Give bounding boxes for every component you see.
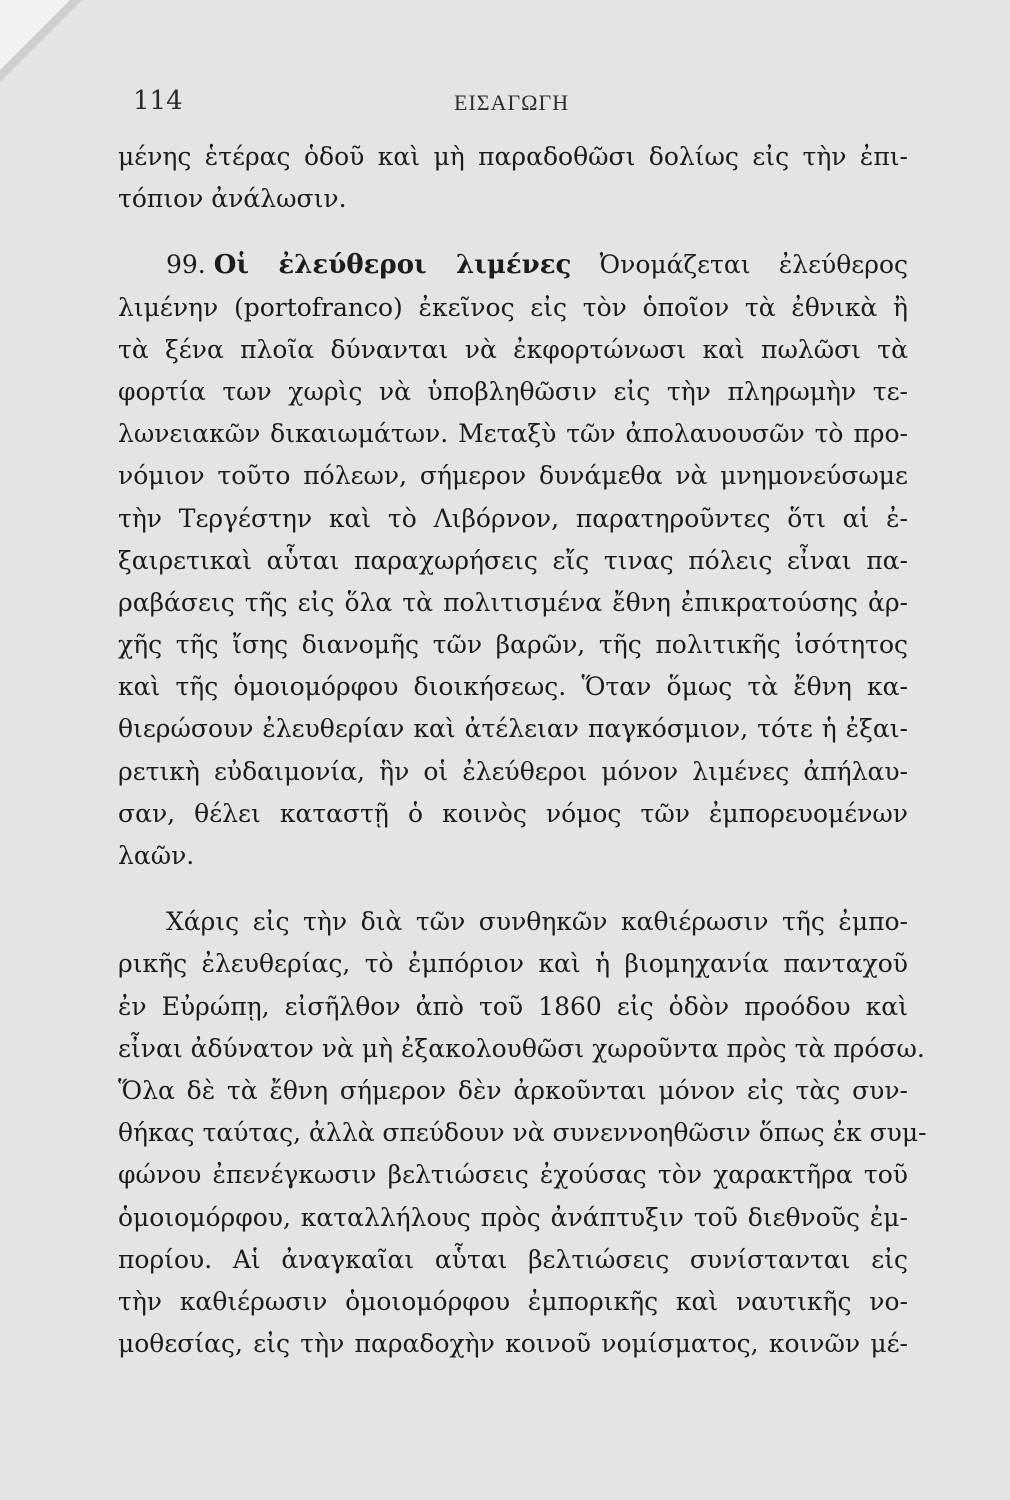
text-line: λαῶν. [118, 841, 195, 870]
text-line: καὶ τῆς ὁμοιομόρφου διοικήσεως. Ὅταν ὅμως τὰ ἔθνη κα- [118, 672, 908, 702]
text-line: θήκας ταύτας, ἀλλὰ σπεύδουν νὰ συνεννοηθῶσιν ὅπως ἐκ συμ- [118, 1118, 927, 1148]
text-line: ραβάσεις τῆς εἰς ὅλα τὰ πολιτισμένα ἔθνη ἐπικρατούσης ἀρ- [118, 587, 908, 617]
text-line: σαν, θέλει καταστῇ ὁ κοινὸς νόμος τῶν ἐμπορευομένων [118, 798, 908, 828]
section-first-line-text: Ὀνομάζεται ἐλεύθερος [599, 250, 908, 280]
text-line: Χάρις εἰς τὴν διὰ τῶν συνθηκῶν καθιέρωσιν τῆς ἐμπο- [166, 907, 908, 937]
text-line: τὴν καθιέρωσιν ὁμοιομόρφου ἐμπορικῆς καὶ ναυτικῆς νο- [118, 1286, 908, 1316]
section-heading-line [118, 244, 908, 286]
text-line: ξαιρετικαὶ αὗται παραχωρήσεις εἴς τινας πόλεις εἶναι πα- [118, 545, 908, 575]
worn-corner [0, 0, 70, 70]
running-head: ΕΙΣΑΓΩΓΗ [454, 90, 570, 115]
text-line: φορτία των χωρὶς νὰ ὑποβληθῶσιν εἰς τὴν πληρωμὴν τε- [118, 376, 908, 406]
text-line: ρετικὴ εὐδαιμονία, ἣν οἱ ἐλεύθεροι μόνον λιμένες ἀπήλαυ- [118, 756, 908, 786]
text-line: λιμένην (portofranco) ἐκεῖνος εἰς τὸν ὁποῖον τὰ ἐθνικὰ ἢ [118, 292, 908, 322]
text-line: πορίου. Αἱ ἀναγκαῖαι αὗται βελτιώσεις συνίστανται εἰς [118, 1244, 908, 1274]
page-header [0, 86, 1010, 126]
text-line: τὰ ξένα πλοῖα δύνανται νὰ ἐκφορτώνωσι καὶ πωλῶσι τὰ [118, 334, 908, 364]
text-line: τόπιον ἀνάλωσιν. [118, 184, 347, 214]
text-line: ὁμοιομόρφου, καταλλήλους πρὸς ἀνάπτυξιν τοῦ διεθνοῦς ἐμ- [118, 1202, 908, 1232]
text-line: λωνειακῶν δικαιωμάτων. Μεταξὺ τῶν ἀπολαυουσῶν τὸ προ- [118, 419, 908, 449]
text-line: τὴν Τεργέστην καὶ τὸ Λιβόρνον, παρατηροῦντες ὅτι αἱ ἐ- [118, 503, 908, 533]
text-line: ἐν Εὐρώπῃ, εἰσῆλθον ἀπὸ τοῦ 1860 εἰς ὁδὸν προόδου καὶ [118, 991, 908, 1021]
paragraph-gap [118, 220, 908, 244]
text-line: φώνου ἐπενέγκωσιν βελτιώσεις ἐχούσας τὸν χαρακτῆρα τοῦ [118, 1160, 908, 1190]
paragraph-gap [118, 877, 908, 901]
text-line: μοθεσίας, εἰς τὴν παραδοχὴν κοινοῦ νομίσματος, κοινῶν μέ- [118, 1329, 908, 1359]
page-number: 114 [133, 86, 183, 116]
body-text [118, 136, 927, 1365]
text-line: νόμιον τοῦτο πόλεων, σήμερον δυνάμεθα νὰ μνημονεύσωμε [118, 461, 908, 491]
text-line: Ὅλα δὲ τὰ ἔθνη σήμερον δὲν ἀρκοῦνται μόνον εἰς τὰς συν- [118, 1075, 908, 1105]
text-line: μένης ἑτέρας ὁδοῦ καὶ μὴ παραδοθῶσι δολίως εἰς τὴν ἐπι- [118, 142, 908, 171]
text-line: εἶναι ἀδύνατον νὰ μὴ ἐξακολουθῶσι χωροῦντα πρὸς τὰ πρόσω. [118, 1033, 925, 1063]
text-line: χῆς τῆς ἴσης διανομῆς τῶν βαρῶν, τῆς πολιτικῆς ἰσότητος [118, 630, 908, 660]
text-line: θιερώσουν ἐλευθερίαν καὶ ἀτέλειαν παγκόσμιον, τότε ἡ ἐξαι- [118, 714, 908, 744]
section-title: Οἱ ἐλεύθεροι λιμένες [213, 250, 572, 281]
section-number: 99. [166, 250, 206, 280]
text-line: ρικῆς ἐλευθερίας, τὸ ἐμπόριον καὶ ἡ βιομηχανία πανταχοῦ [118, 949, 908, 979]
